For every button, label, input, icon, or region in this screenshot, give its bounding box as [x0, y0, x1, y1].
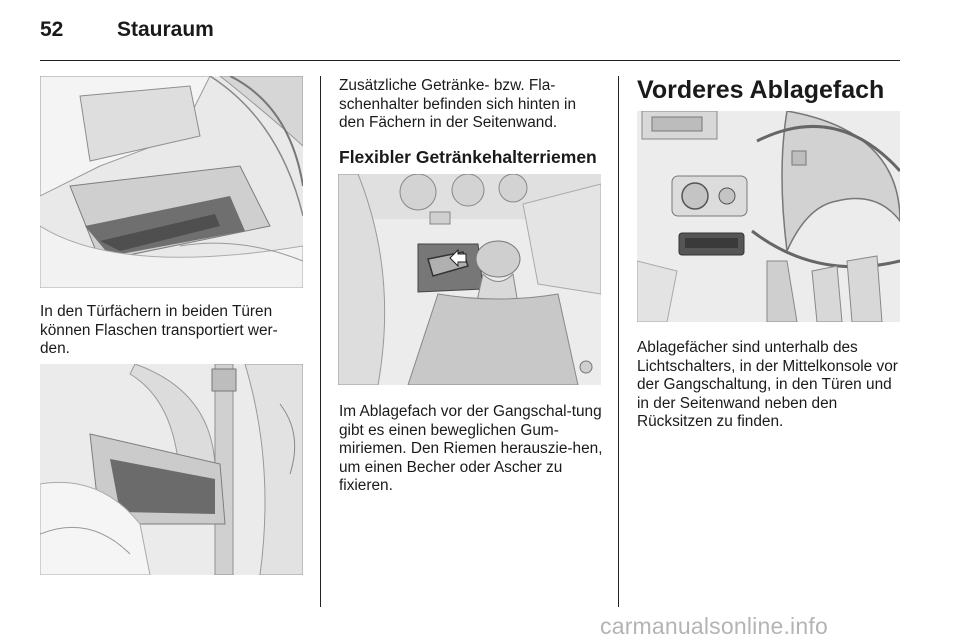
gearshift-strap-illustration [338, 174, 601, 385]
front-storage-illustration [637, 111, 900, 322]
flexible-strap-subheading: Flexibler Getränkehalterriemen [339, 147, 597, 167]
column-divider-left [320, 76, 321, 607]
column-divider-right [618, 76, 619, 607]
extra-holder-text: Zusätzliche Getränke- bzw. Fla-schenhalter befinden sich hinten in den Fächern in der Seitenwand. [339, 77, 577, 131]
door-pocket-caption: In den Türfächern in beiden Türen können Flaschen transportiert wer-den. [40, 303, 278, 357]
page-title: Stauraum [117, 18, 214, 41]
watermark: carmanualsonline.info [600, 613, 828, 639]
flexible-strap-text: Im Ablagefach vor der Gangschal-tung gibt es einen beweglichen Gum-miriemen. Den Riemen herauszie-hen, um einen Becher oder Ascher zu fixieren. [339, 403, 603, 494]
front-storage-text: Ablagefächer sind unterhalb des Lichtschalters, in der Mittelkonsole vor der Gangschaltung, in den Türen und in der Seitenwand neben den Rücksitzen zu finden. [637, 339, 898, 430]
page-number: 52 [40, 18, 64, 41]
door-pocket-illustration [40, 76, 303, 288]
front-storage-heading: Vorderes Ablagefach [637, 76, 885, 104]
header-rule [40, 60, 900, 61]
rear-side-storage-illustration [40, 364, 303, 575]
